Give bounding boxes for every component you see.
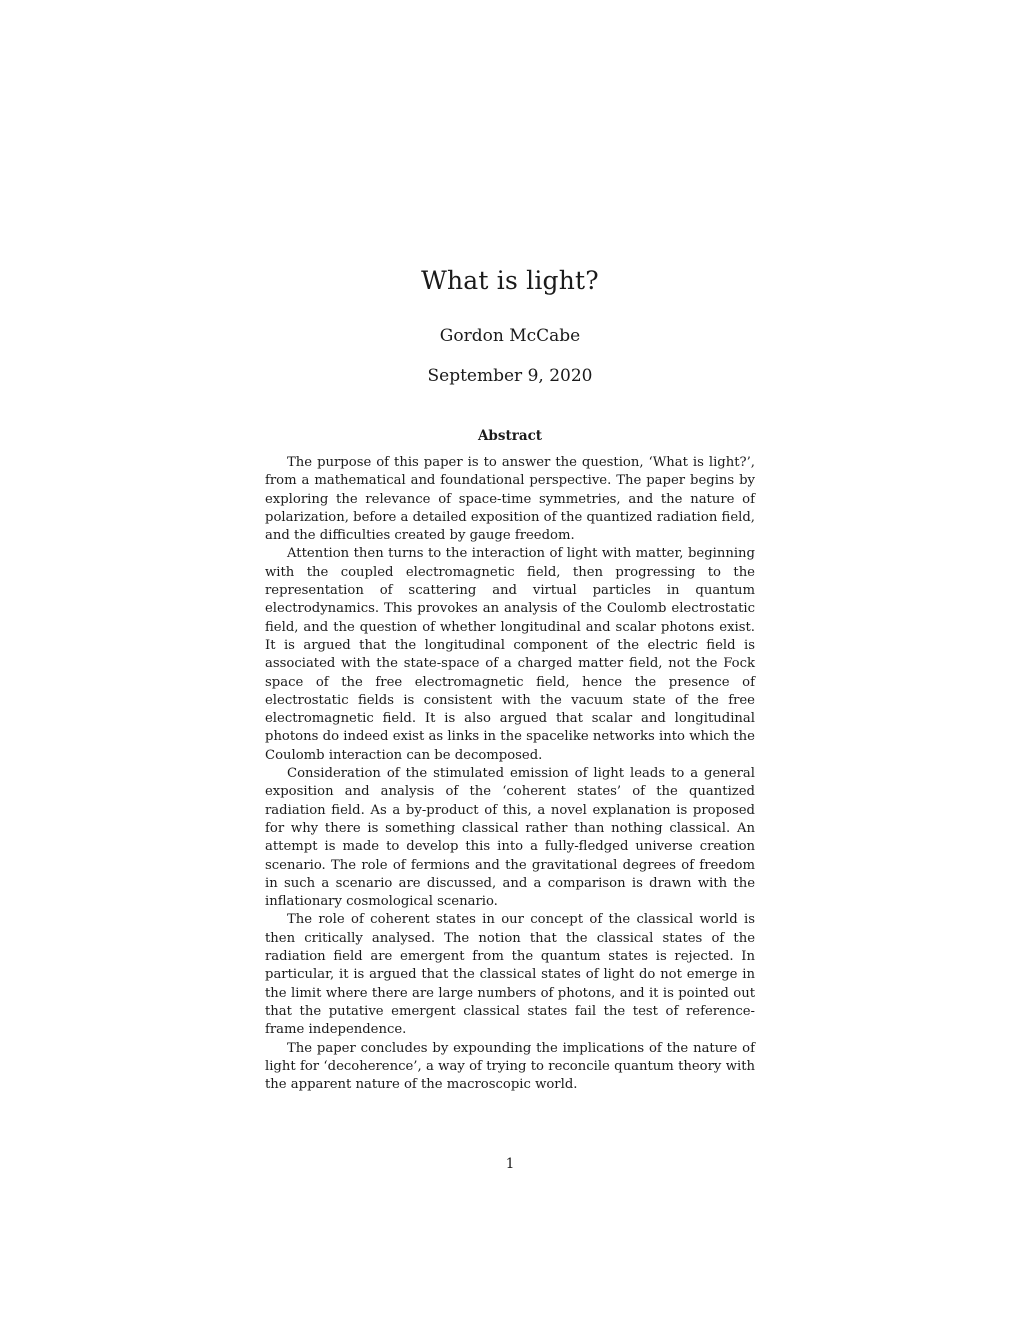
abstract-paragraph: The role of coherent states in our concept of the classical world is then critically analysed. The notion that the classical states of the radiation field are emergent from the quantum states is rejected. In particular, it is argued that the classical states of light do not emerge in the limit where there are large numbers of photons, and it is pointed out that the putative emergent classical states fail the test of reference-frame independence.	[265, 912, 755, 1038]
author-name: Gordon McCabe	[439, 326, 581, 346]
publication-date: September 9, 2020	[427, 366, 593, 386]
abstract-paragraph: The purpose of this paper is to answer the question, ‘What is light?’, from a mathematical and foundational perspective. The paper begins by exploring the relevance of space-time symmetries, and the nature of polarization, before a detailed exposition of the quantized radiation field, and the difficulties created by gauge freedom.	[265, 455, 755, 544]
abstract-paragraph: The paper concludes by expounding the implications of the nature of light for ‘decoherence’, a way of trying to reconcile quantum theory with the apparent nature of the macroscopic world.	[265, 1040, 755, 1093]
paper-title: What is light?	[421, 266, 599, 295]
abstract-body	[265, 454, 755, 1094]
abstract-heading: Abstract	[477, 428, 543, 444]
abstract-paragraph: Attention then turns to the interaction of light with matter, beginning with the coupled electromagnetic field, then progressing to the representation of scattering and virtual particles in quantum electrodynamics. This provokes an analysis of the Coulomb electrostatic field, and the question of whether longitudinal and scalar photons exist. It is argued that the longitudinal component of the electric field is associated with the state-space of a charged matter field, not the Fock space of the free electromagnetic field, hence the presence of electrostatic fields is consistent with the vacuum state of the free electromagnetic field. It is also argued that scalar and longitudinal photons do indeed exist as links in the spacelike networks into which the Coulomb interaction can be decomposed.	[265, 546, 755, 763]
abstract-paragraph: Consideration of the stimulated emission of light leads to a general exposition and analysis of the ‘coherent states’ of the quantized radiation field. As a by-product of this, a novel explanation is proposed for why there is something classical rather than nothing classical. An attempt is made to develop this into a fully-fledged universe creation scenario. The role of fermions and the gravitational degrees of freedom in such a scenario are discussed, and a comparison is drawn with the inflationary cosmological scenario.	[265, 766, 755, 910]
page-number: 1	[505, 1156, 515, 1172]
